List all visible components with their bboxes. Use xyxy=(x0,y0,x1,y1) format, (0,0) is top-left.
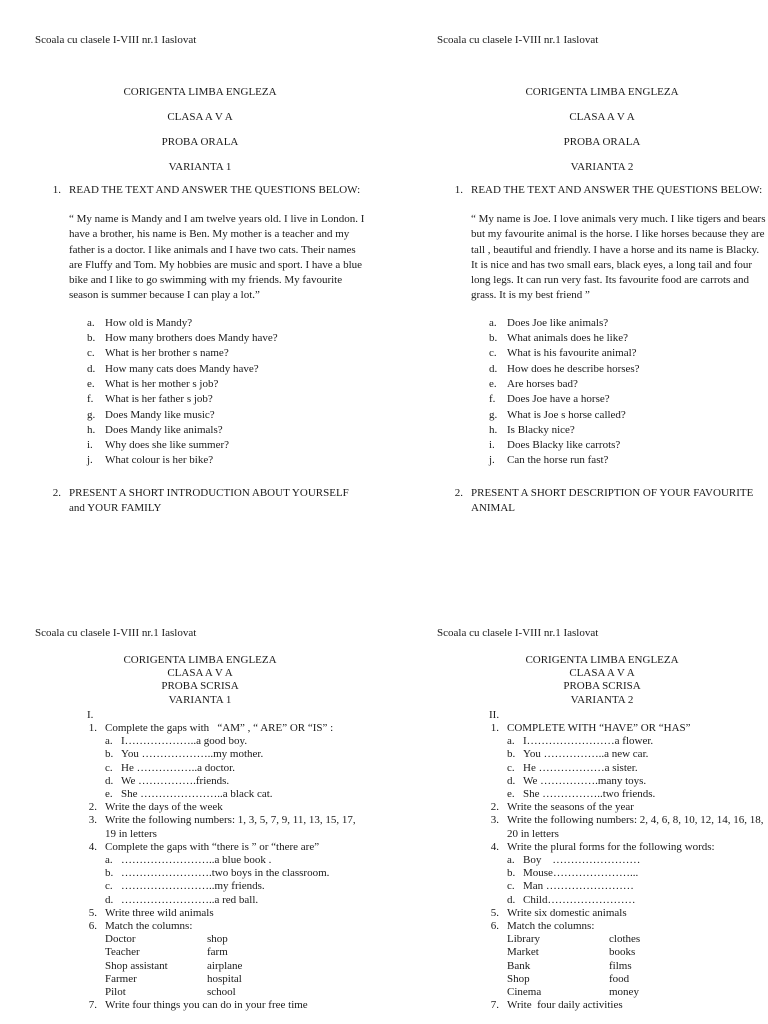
task-text: READ THE TEXT AND ANSWER THE QUESTIONS BELOW: xyxy=(471,184,763,196)
match-row xyxy=(507,986,767,999)
match-right: hospital xyxy=(207,972,242,985)
exercise-text: Write four things you can do in your free time xyxy=(105,999,308,1012)
gap-text: ……………………..a blue book . xyxy=(121,854,272,867)
gap-item xyxy=(507,894,767,907)
question-letter: e. xyxy=(489,377,497,390)
question-text: Can the horse run fast? xyxy=(507,454,609,467)
question-item xyxy=(87,408,365,423)
task-text: READ THE TEXT AND ANSWER THE QUESTIONS BELOW: xyxy=(69,184,361,196)
exercise-number: 7. xyxy=(490,999,499,1012)
gap-text: Child…………………… xyxy=(523,893,636,906)
exercise-text: Write the days of the week xyxy=(105,801,223,814)
gap-item xyxy=(507,735,767,748)
match-right: films xyxy=(609,959,632,972)
question-item xyxy=(489,392,767,407)
exam-type: PROBA SCRISA xyxy=(563,680,641,693)
gap-letter: b. xyxy=(507,748,516,761)
part-label: I. xyxy=(87,708,94,721)
written-variant-1 xyxy=(35,626,365,1012)
exam-type: PROBA ORALA xyxy=(563,136,641,148)
exercise-item xyxy=(437,801,767,814)
question-text: What is her brother s name? xyxy=(105,347,229,360)
question-item xyxy=(489,408,767,423)
exercise-number: 1. xyxy=(88,722,97,735)
gap-text: He ……………..a doctor. xyxy=(121,761,235,774)
match-left: Shop xyxy=(507,972,530,985)
question-text: How many brothers does Mandy have? xyxy=(105,332,278,345)
match-columns xyxy=(105,933,365,999)
gap-text: You ……………..a new car. xyxy=(523,748,649,761)
exercise-text: Write six domestic animals xyxy=(507,906,627,919)
class: CLASA A V A xyxy=(167,667,233,680)
question-letter: f. xyxy=(87,393,94,406)
reading-text: “ My name is Joe. I love animals very much. I like tigers and bears but my favourite animal is the horse. I like horses because they are tall , beautiful and friendly. I have a horse and its name is Blacky. It is nice and has two small ears, black eyes, a long tail and four long legs. It can run very fast. Its favourite food are carrots and grass. It is my best friend ” xyxy=(471,213,766,302)
match-row xyxy=(105,973,365,986)
match-row xyxy=(507,946,767,959)
gap-letter: b. xyxy=(507,867,516,880)
gap-text: He ………………a sister. xyxy=(523,761,638,774)
question-text: Does Mandy like music? xyxy=(105,408,215,421)
gap-text: I………………..a good boy. xyxy=(121,735,248,748)
exercise-item xyxy=(437,999,767,1012)
gap-item xyxy=(105,867,365,880)
title: CORIGENTA LIMBA ENGLEZA xyxy=(525,654,679,666)
gap-letter: d. xyxy=(507,893,516,906)
question-letter: i. xyxy=(87,439,93,452)
gap-text: Boy …………………… xyxy=(523,854,641,867)
match-columns xyxy=(507,933,767,999)
gap-text: ……………………..my friends. xyxy=(121,880,265,893)
match-left: Library xyxy=(507,933,540,946)
question-letter: c. xyxy=(489,347,497,360)
title: CORIGENTA LIMBA ENGLEZA xyxy=(525,86,679,98)
variant: VARIANTA 2 xyxy=(570,161,634,173)
gap-item xyxy=(507,748,767,761)
exercise-text: Match the columns: xyxy=(507,920,595,933)
exercise-list xyxy=(437,722,767,933)
question-item xyxy=(489,453,767,468)
match-row xyxy=(105,933,365,946)
question-list xyxy=(87,316,365,469)
gap-letter: b. xyxy=(105,748,114,761)
match-right: school xyxy=(207,986,236,999)
gap-item xyxy=(105,748,365,761)
gap-text: We …………….many toys. xyxy=(523,774,647,787)
question-item xyxy=(489,377,767,392)
gap-letter: c. xyxy=(507,761,515,774)
match-right: shop xyxy=(207,933,228,946)
exercise-number: 6. xyxy=(88,920,97,933)
match-right: money xyxy=(609,986,639,999)
gap-letter: d. xyxy=(105,774,114,787)
question-item xyxy=(87,423,365,438)
match-row xyxy=(507,973,767,986)
exercise-text: Write the seasons of the year xyxy=(507,801,634,814)
exercise-number: 5. xyxy=(88,906,97,919)
exam-type: PROBA ORALA xyxy=(161,136,239,148)
question-list xyxy=(489,316,767,469)
match-right: farm xyxy=(207,946,228,959)
question-letter: h. xyxy=(87,423,96,436)
task-text: PRESENT A SHORT INTRODUCTION ABOUT YOURSELF and YOUR FAMILY xyxy=(69,486,349,514)
question-text: How old is Mandy? xyxy=(105,316,193,329)
exercise-text: Complete the gaps with “AM” , “ ARE” OR “IS” : xyxy=(105,722,334,735)
match-right: books xyxy=(609,946,636,959)
question-item xyxy=(87,392,365,407)
class: CLASA A V A xyxy=(569,111,635,123)
question-letter: d. xyxy=(87,362,96,375)
exercise-item xyxy=(35,999,365,1012)
question-text: Does Joe like animals? xyxy=(507,316,609,329)
match-row xyxy=(105,986,365,999)
gap-item xyxy=(507,854,767,867)
exercise-text: Write three wild animals xyxy=(105,906,214,919)
exercise-text: Write the following numbers: 2, 4, 6, 8, 10, 12, 14, 16, 18, 20 in letters xyxy=(507,814,764,840)
exercise-text: Write the plural forms for the following words: xyxy=(507,840,715,853)
task-number: 2. xyxy=(454,486,463,499)
match-left: Shop assistant xyxy=(105,959,168,972)
exercise-item xyxy=(437,907,767,920)
gap-item xyxy=(105,775,365,788)
question-text: What is Joe s horse called? xyxy=(507,408,626,421)
class: CLASA A V A xyxy=(167,111,233,123)
gap-text: ……………………..a red ball. xyxy=(121,893,259,906)
match-left: Cinema xyxy=(507,986,542,999)
gap-text: I……………………a flower. xyxy=(523,735,654,748)
gap-text: We …………….friends. xyxy=(121,774,230,787)
question-item xyxy=(87,377,365,392)
oral-variant-1 xyxy=(35,33,365,516)
match-left: Pilot xyxy=(105,986,126,999)
school-name: Scoala cu clasele I-VIII nr.1 Iaslovat xyxy=(437,627,599,639)
exercise-item xyxy=(437,722,767,735)
question-text: Are horses bad? xyxy=(507,377,578,390)
question-item xyxy=(489,316,767,331)
match-row xyxy=(507,933,767,946)
question-letter: b. xyxy=(489,332,498,345)
school-name: Scoala cu clasele I-VIII nr.1 Iaslovat xyxy=(437,34,599,46)
title: CORIGENTA LIMBA ENGLEZA xyxy=(123,86,277,98)
gap-letter: a. xyxy=(105,854,113,867)
question-text: What colour is her bike? xyxy=(105,454,214,467)
gap-item xyxy=(105,735,365,748)
question-text: How many cats does Mandy have? xyxy=(105,362,259,375)
question-text: Is Blacky nice? xyxy=(507,423,575,436)
match-left: Market xyxy=(507,946,539,959)
question-letter: j. xyxy=(87,454,93,467)
gap-item xyxy=(105,762,365,775)
exercise-item xyxy=(437,814,767,840)
gap-item xyxy=(507,880,767,893)
exercise-number: 4. xyxy=(88,840,97,853)
task-2 xyxy=(35,486,365,516)
question-text: What animals does he like? xyxy=(507,332,628,345)
match-right: airplane xyxy=(207,959,243,972)
exercise-list xyxy=(35,722,365,933)
question-letter: c. xyxy=(87,347,95,360)
match-row xyxy=(105,946,365,959)
question-item xyxy=(87,453,365,468)
match-left: Bank xyxy=(507,959,531,972)
question-letter: e. xyxy=(87,377,95,390)
exercise-text: Complete the gaps with “there is ” or “there are” xyxy=(105,840,320,853)
question-letter: h. xyxy=(489,423,498,436)
gap-letter: b. xyxy=(105,867,114,880)
question-text: Does Mandy like animals? xyxy=(105,423,223,436)
exercise-item xyxy=(35,722,365,735)
exercise-number: 4. xyxy=(490,840,499,853)
task-1 xyxy=(35,183,365,198)
exercise-text: Write four daily activities xyxy=(507,999,623,1012)
exam-type: PROBA SCRISA xyxy=(161,680,239,693)
match-row xyxy=(105,960,365,973)
gap-text: Mouse…………………... xyxy=(523,867,639,880)
gap-item xyxy=(105,854,365,867)
exercise-number: 3. xyxy=(88,814,97,827)
task-text: PRESENT A SHORT DESCRIPTION OF YOUR FAVOURITE ANIMAL xyxy=(471,486,754,514)
exercise-text: COMPLETE WITH “HAVE” OR “HAS” xyxy=(507,722,691,735)
question-item xyxy=(489,423,767,438)
question-item xyxy=(87,316,365,331)
question-letter: f. xyxy=(489,393,496,406)
exercise-number: 7. xyxy=(88,999,97,1012)
gap-text: She ……………..two friends. xyxy=(523,788,656,801)
variant: VARIANTA 1 xyxy=(168,693,232,706)
question-letter: a. xyxy=(489,316,497,329)
task-1 xyxy=(437,183,767,198)
exercise-item xyxy=(35,841,365,854)
question-letter: g. xyxy=(87,408,96,421)
gap-letter: d. xyxy=(507,774,516,787)
variant: VARIANTA 2 xyxy=(570,693,634,706)
exercise-text: Match the columns: xyxy=(105,920,193,933)
question-item xyxy=(489,438,767,453)
exercise-number: 5. xyxy=(490,906,499,919)
question-text: Why does she like summer? xyxy=(105,439,230,452)
question-letter: i. xyxy=(489,439,495,452)
question-text: What is her mother s job? xyxy=(105,377,219,390)
exercise-number: 3. xyxy=(490,814,499,827)
question-letter: j. xyxy=(489,454,495,467)
question-letter: d. xyxy=(489,362,498,375)
task-number: 2. xyxy=(52,486,61,499)
exercise-item xyxy=(35,920,365,933)
gap-letter: e. xyxy=(507,788,515,801)
gap-letter: c. xyxy=(105,761,113,774)
gap-letter: a. xyxy=(507,735,515,748)
exercise-number: 2. xyxy=(88,801,97,814)
exercise-item xyxy=(35,801,365,814)
question-item xyxy=(87,346,365,361)
question-item xyxy=(489,331,767,346)
question-text: Does Joe have a horse? xyxy=(507,393,610,406)
match-left: Teacher xyxy=(105,946,140,959)
question-item xyxy=(489,362,767,377)
reading-text: “ My name is Mandy and I am twelve years old. I live in London. I have a brother, his name is Ben. My mother is a teacher and my father is a doctor. I like animals and I have two cats. Their names are Fluffy and Tom. My hobbies are music and sport. I have a blue bike and I like to go swimming with my friends. My favourite season is summer because I can play a lot.” xyxy=(69,213,365,302)
question-letter: b. xyxy=(87,332,96,345)
school-name: Scoala cu clasele I-VIII nr.1 Iaslovat xyxy=(35,627,197,639)
gap-item xyxy=(105,894,365,907)
match-row xyxy=(507,960,767,973)
question-letter: g. xyxy=(489,408,498,421)
gap-item xyxy=(507,788,767,801)
gap-letter: c. xyxy=(105,880,113,893)
school-name: Scoala cu clasele I-VIII nr.1 Iaslovat xyxy=(35,34,197,46)
title: CORIGENTA LIMBA ENGLEZA xyxy=(123,654,277,666)
question-text: What is his favourite animal? xyxy=(507,347,637,360)
gap-text: She …………………..a black cat. xyxy=(121,788,273,801)
gap-text: You ………………..my mother. xyxy=(121,748,264,761)
question-text: How does he describe horses? xyxy=(507,362,640,375)
question-item xyxy=(87,438,365,453)
question-text: What is her father s job? xyxy=(105,393,213,406)
gap-item xyxy=(105,880,365,893)
variant: VARIANTA 1 xyxy=(168,161,232,173)
match-right: food xyxy=(609,972,630,985)
question-letter: a. xyxy=(87,316,95,329)
gap-letter: c. xyxy=(507,880,515,893)
gap-text: …………………….two boys in the classroom. xyxy=(121,867,330,880)
match-left: Doctor xyxy=(105,933,136,946)
match-left: Farmer xyxy=(105,972,137,985)
gap-text: Man …………………… xyxy=(523,880,634,893)
oral-variant-2 xyxy=(437,33,767,516)
written-variant-2 xyxy=(437,626,767,1012)
exercise-number: 1. xyxy=(490,722,499,735)
gap-letter: a. xyxy=(507,854,515,867)
part-label: II. xyxy=(489,708,500,721)
exercise-item xyxy=(35,814,365,840)
exercise-item xyxy=(35,907,365,920)
task-number: 1. xyxy=(52,184,61,196)
class: CLASA A V A xyxy=(569,667,635,680)
gap-item xyxy=(507,762,767,775)
gap-item xyxy=(105,788,365,801)
gap-item xyxy=(507,775,767,788)
gap-letter: d. xyxy=(105,893,114,906)
question-text: Does Blacky like carrots? xyxy=(507,439,621,452)
exercise-text: Write the following numbers: 1, 3, 5, 7, 9, 11, 13, 15, 17, 19 in letters xyxy=(105,814,356,840)
gap-letter: e. xyxy=(105,788,113,801)
exercise-number: 2. xyxy=(490,801,499,814)
gap-letter: a. xyxy=(105,735,113,748)
question-item xyxy=(489,346,767,361)
question-item xyxy=(87,331,365,346)
question-item xyxy=(87,362,365,377)
match-right: clothes xyxy=(609,933,641,946)
gap-item xyxy=(507,867,767,880)
exercise-item xyxy=(437,920,767,933)
exercise-number: 6. xyxy=(490,920,499,933)
task-number: 1. xyxy=(454,184,463,196)
exercise-item xyxy=(437,841,767,854)
task-2 xyxy=(437,486,767,516)
